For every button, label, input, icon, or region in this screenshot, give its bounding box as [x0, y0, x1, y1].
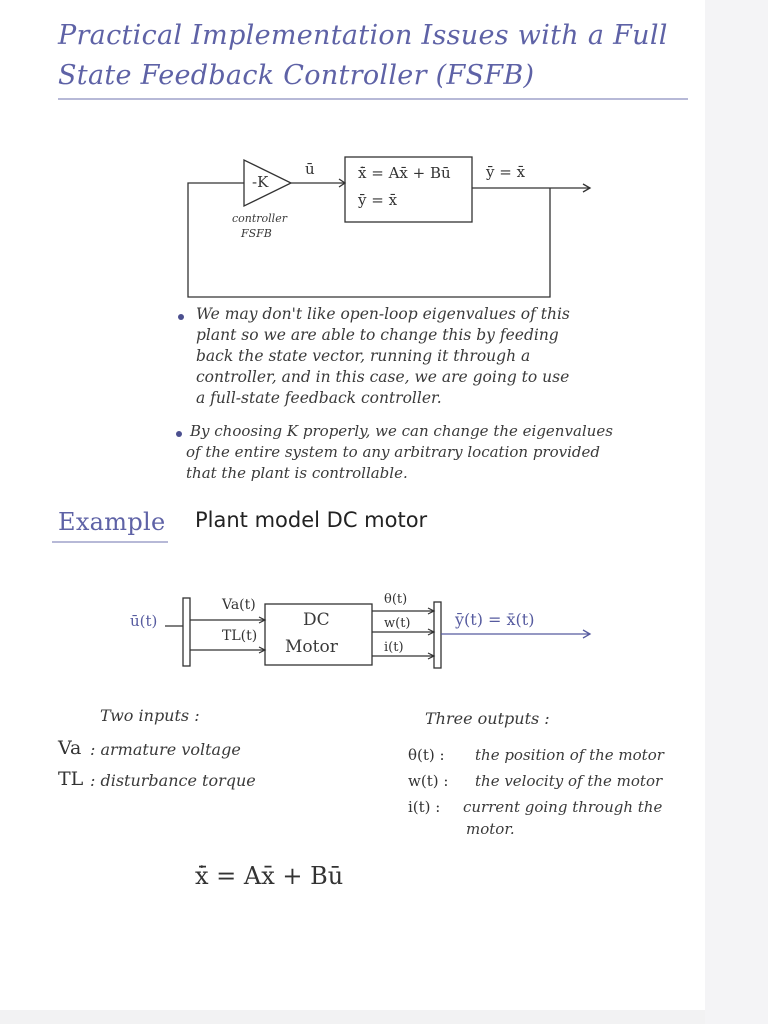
inputs-heading: Two inputs :: [100, 706, 200, 725]
u-signal-label: ū: [305, 160, 315, 178]
bullet-2-line-3: that the plant is controllable.: [186, 464, 408, 482]
plant-equation-1: ẋ̄ = Ax̄ + Bū: [358, 164, 451, 182]
gain-label: -K: [252, 173, 269, 191]
va-label: Va(t): [222, 597, 256, 613]
bullet-1-line-3: back the state vector, running it through a: [196, 347, 531, 365]
plant-equation-2: ȳ = x̄: [358, 191, 398, 209]
y-output-label: ȳ(t) = x̄(t): [455, 610, 535, 629]
controller-label: controller: [232, 212, 287, 225]
bullet-2-line-2: of the entire system to any arbitrary location provided: [186, 443, 600, 461]
title-line-1: Practical Implementation Issues with a Full: [58, 20, 668, 51]
bullet-1-line-5: a full-state feedback controller.: [196, 389, 442, 407]
u-input-label: ū(t): [130, 612, 158, 630]
tl-label: TL(t): [222, 628, 258, 644]
output-desc-theta: the position of the motor: [475, 746, 664, 764]
y-signal-label: ȳ = x̄: [486, 163, 526, 181]
controller-sublabel: FSFB: [241, 227, 272, 240]
bullet-1-line-4: controller, and in this case, we are going to use: [196, 368, 570, 386]
title-line-2: State Feedback Controller (FSFB): [58, 60, 535, 91]
outputs-heading: Three outputs :: [425, 709, 550, 728]
input-desc-va: : armature voltage: [90, 740, 241, 759]
dc-label: DC: [303, 610, 330, 630]
i-label: i(t): [384, 640, 404, 655]
demux-bar: [434, 602, 441, 668]
output-symbol-w: w(t) :: [408, 772, 449, 790]
bullet-1-line-2: plant so we are able to change this by feeding: [196, 326, 559, 344]
input-symbol-va: Va: [58, 737, 82, 759]
output-desc-i: current going through the: [463, 798, 663, 816]
output-desc-w: the velocity of the motor: [475, 772, 663, 790]
example-subtitle: Plant model DC motor: [195, 508, 428, 532]
mux-bar: [183, 598, 190, 666]
w-label: w(t): [384, 616, 411, 631]
output-desc-continuation: motor.: [466, 820, 515, 838]
input-desc-tl: : disturbance torque: [90, 771, 256, 790]
example-heading: Example: [58, 508, 166, 536]
bullet-dot: [178, 314, 184, 320]
output-symbol-i: i(t) :: [408, 798, 441, 816]
motor-label: Motor: [285, 637, 338, 657]
bullet-dot: [176, 431, 182, 437]
bullet-1-line-1: We may don't like open-loop eigenvalues of this: [196, 305, 570, 323]
bullet-2-line-1: By choosing K properly, we can change the eigenvalues: [190, 422, 613, 440]
input-symbol-tl: TL: [58, 768, 84, 790]
theta-label: θ(t): [384, 592, 408, 607]
state-equation: ẋ̄ = Ax̄ + Bū: [195, 862, 344, 890]
output-symbol-theta: θ(t) :: [408, 746, 445, 764]
